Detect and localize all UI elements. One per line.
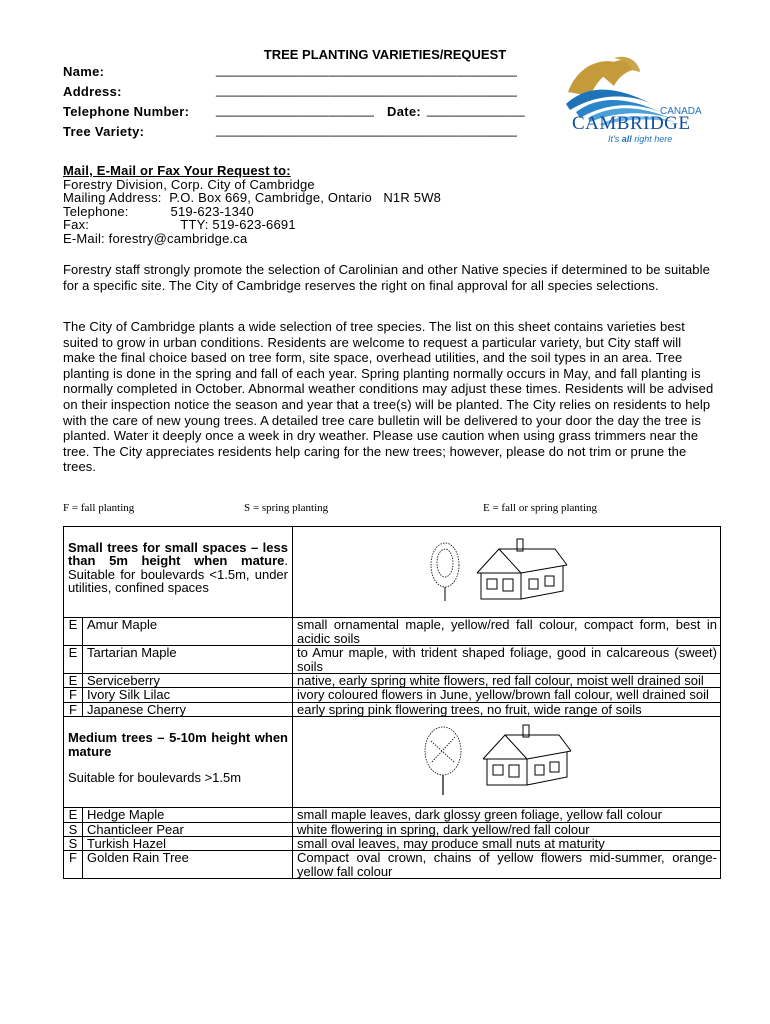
name-label: Name: xyxy=(63,64,105,79)
planting-info-paragraph: The City of Cambridge plants a wide selection of tree species. The list on this sheet contains varieties best suited to grow in urban conditions. Residents are welcome to request a particular variety, but City staff will make the final choice based on tree form, site space, overhead utilities, and the soil types in an area. Tree planting is done in the spring and fall of each year. Spring planting normally occurs in May, and fall planting is normally completed in October. Abnormal weather conditions may adjust these times. Residents will be advised on their inspection notice the season and year that a tree(s) will be planted. The City relies on residents to help with the care of new young trees. A detailed tree care bulletin will be delivered to your door the day the tree is planted. Water it deeply once a week in dry weather. Please use caution when using grass trimmers near the tree. The City appreciates residents help caring for the new trees; however, please do not trim or prune the trees. xyxy=(63,319,714,475)
legend-spring: S = spring planting xyxy=(244,502,329,514)
address-label: Address: xyxy=(63,84,122,99)
planting-code: F xyxy=(64,688,83,702)
logo-tagline-pre: It's xyxy=(608,134,622,144)
medium-trees-heading-rest: Suitable for boulevards >1.5m xyxy=(68,770,242,786)
house-drawing xyxy=(483,725,571,785)
small-trees-heading-rest: . Suitable for boulevards <1.5m, under utilities, confined spaces xyxy=(68,553,288,596)
medium-tree-row xyxy=(64,837,721,851)
tree-description: Compact oval crown, chains of yellow flowers mid-summer, orange-yellow fall colour xyxy=(293,851,721,879)
date-label: Date: xyxy=(387,104,422,119)
tree-varieties-table xyxy=(63,526,721,879)
planting-code: E xyxy=(64,808,83,822)
contact-email[interactable]: E-Mail: forestry@cambridge.ca xyxy=(63,230,248,246)
small-tree-row xyxy=(64,646,721,674)
small-trees-heading xyxy=(64,527,293,618)
telephone-field[interactable]: _____________________ xyxy=(216,102,375,117)
tree-name: Tartarian Maple xyxy=(83,646,293,674)
contact-telephone: Telephone: 519-623-1340 xyxy=(63,203,254,219)
small-tree-row xyxy=(64,618,721,646)
contact-header: Mail, E-Mail or Fax Your Request to: xyxy=(63,163,291,178)
contact-fax: Fax: TTY: 519-623-6691 xyxy=(63,217,296,233)
planting-code: S xyxy=(64,837,83,851)
name-field[interactable]: ________________________________________ xyxy=(216,62,518,77)
address-field[interactable]: ________________________________________ xyxy=(216,82,518,97)
tree-name: Chanticleer Pear xyxy=(83,822,293,836)
tree-description: to Amur maple, with trident shaped foliage, good in calcareous (sweet) soils xyxy=(293,646,721,674)
small-tree-drawing xyxy=(431,543,459,587)
tree-description: native, early spring white flowers, red fall colour, moist well drained soil xyxy=(293,674,721,688)
contact-mailing-address: Mailing Address: P.O. Box 669, Cambridge, Ontario N1R 5W8 xyxy=(63,190,442,206)
medium-trees-section xyxy=(64,717,721,808)
contact-block xyxy=(63,164,441,246)
tree-description: small oval leaves, may produce small nuts at maturity xyxy=(293,837,721,851)
cambridge-logo xyxy=(560,52,720,152)
tree-description: ivory coloured flowers in June, yellow/brown fall colour, well drained soil xyxy=(293,688,721,702)
contact-division: Forestry Division, Corp. City of Cambridge xyxy=(63,176,315,192)
tree-name: Golden Rain Tree xyxy=(83,851,293,879)
medium-tree-drawing xyxy=(425,727,461,775)
tree-description: early spring pink flowering trees, no fruit, wide range of soils xyxy=(293,702,721,716)
logo-city: CAMBRIDGE xyxy=(572,113,691,134)
medium-trees-heading-bold: Medium trees – 5-10m height when mature xyxy=(68,730,288,759)
tree-description: white flowering in spring, dark yellow/red fall colour xyxy=(293,822,721,836)
tree-description: small maple leaves, dark glossy green foliage, yellow fall colour xyxy=(293,808,721,822)
medium-tree-row xyxy=(64,808,721,822)
small-trees-heading-bold: Small trees for small spaces – less than 5m height when mature xyxy=(68,540,288,569)
native-species-paragraph: Forestry staff strongly promote the selection of Carolinian and other Native species if determined to be suitable for a specific site. The City of Cambridge reserves the right on final approval for all species selections. xyxy=(63,262,710,293)
tree-name: Serviceberry xyxy=(83,674,293,688)
medium-tree-row xyxy=(64,822,721,836)
small-trees-section xyxy=(64,527,721,618)
logo-country: CANADA xyxy=(660,106,702,117)
page-title: TREE PLANTING VARIETIES/REQUEST xyxy=(263,47,507,62)
medium-trees-heading xyxy=(64,717,293,808)
planting-code: E xyxy=(64,646,83,674)
tree-description: small ornamental maple, yellow/red fall colour, compact form, best in acidic soils xyxy=(293,618,721,646)
small-tree-house-illustration xyxy=(293,527,721,618)
tree-name: Turkish Hazel xyxy=(83,837,293,851)
small-tree-row xyxy=(64,702,721,716)
logo-tagline-bold: all xyxy=(621,134,632,144)
logo-tagline-post: right here xyxy=(631,134,673,144)
tree-name: Japanese Cherry xyxy=(83,702,293,716)
planting-code: F xyxy=(64,702,83,716)
tree-variety-label: Tree Variety: xyxy=(63,124,145,139)
medium-tree-house-illustration xyxy=(293,717,721,808)
small-tree-row xyxy=(64,688,721,702)
telephone-label: Telephone Number: xyxy=(63,104,190,119)
legend-fall: F = fall planting xyxy=(63,502,135,514)
planting-code: E xyxy=(64,674,83,688)
tree-name: Amur Maple xyxy=(83,618,293,646)
planting-code: F xyxy=(64,851,83,879)
tree-name: Ivory Silk Lilac xyxy=(83,688,293,702)
small-tree-row xyxy=(64,674,721,688)
tree-variety-field[interactable]: ________________________________________ xyxy=(216,122,518,137)
legend-either: E = fall or spring planting xyxy=(483,502,598,514)
planting-code: E xyxy=(64,618,83,646)
tree-name: Hedge Maple xyxy=(83,808,293,822)
house-drawing xyxy=(477,539,567,599)
planting-code: S xyxy=(64,822,83,836)
svg-text:It's all right here xyxy=(608,134,672,144)
medium-tree-row xyxy=(64,851,721,879)
date-field[interactable]: _____________ xyxy=(427,102,525,117)
